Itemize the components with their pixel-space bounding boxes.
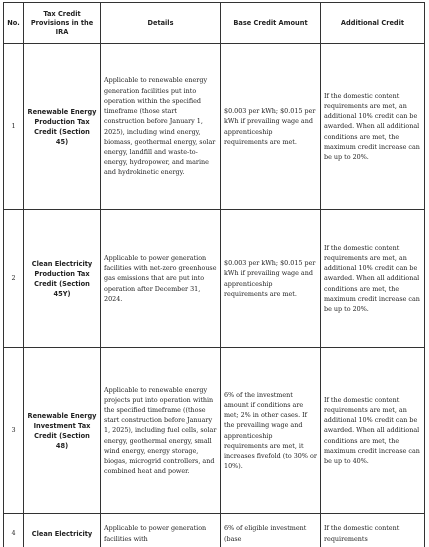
provision-name: Clean Electricity Production Tax Credit (Section 45Y) — [24, 210, 101, 348]
additional-credit-cell: If the domestic content requirements are met, an additional 10% credit can be awarded. When all additional conditions are met, the maximum credit increase can be up to 20%. — [321, 210, 425, 348]
header-provision: Tax Credit Provisions in the IRA — [24, 3, 101, 44]
provision-name: Renewable Energy Investment Tax Credit (Section 48) — [24, 348, 101, 514]
details-cell: Applicable to power generation facilities with net-zero greenhouse gas emissions that are put into operation after December 31, 2024. — [101, 210, 221, 348]
table-row — [4, 44, 425, 210]
row-number: 1 — [4, 44, 24, 210]
table-header-row — [4, 3, 425, 44]
base-credit-cell: 6% of the investment amount if conditions are met; 2% in other cases. If the prevailing wage and apprenticeship requirements are met, it increases fivefold (to 30% or 10%). — [221, 348, 321, 514]
row-number: 4 — [4, 514, 24, 547]
table-row — [4, 348, 425, 514]
details-cell: Applicable to renewable energy projects put into operation within the specified timeframe ((those start construction before January 1, 2025), including fuel cells, solar energy, geothermal energy, small wind energy, energy storage, biogas, microgrid controllers, and combined heat and power. — [101, 348, 221, 514]
provision-name: Clean Electricity — [24, 514, 101, 547]
row-number: 3 — [4, 348, 24, 514]
base-credit-cell: $0.003 per kWh; $0.015 per kWh if prevailing wage and apprenticeship requirements are met. — [221, 44, 321, 210]
header-no: No. — [4, 3, 24, 44]
provision-name: Renewable Energy Production Tax Credit (Section 45) — [24, 44, 101, 210]
base-credit-cell: 6% of eligible investment (base — [221, 514, 321, 547]
additional-credit-cell: If the domestic content requirements — [321, 514, 425, 547]
table-row — [4, 210, 425, 348]
header-additional-credit: Additional Credit — [321, 3, 425, 44]
header-details: Details — [101, 3, 221, 44]
additional-credit-cell: If the domestic content requirements are met, an additional 10% credit can be awarded. When all additional conditions are met, the maximum credit increase can be up to 20%. — [321, 44, 425, 210]
header-base-credit: Base Credit Amount — [221, 3, 321, 44]
base-credit-cell: $0.003 per kWh; $0.015 per kWh if prevailing wage and apprenticeship requirements are met. — [221, 210, 321, 348]
row-number: 2 — [4, 210, 24, 348]
tax-credit-table — [3, 2, 425, 547]
table-row — [4, 514, 425, 547]
details-cell: Applicable to renewable energy generation facilities put into operation within the specified timeframe (those start construction before January 1, 2025), including wind energy, biomass, geothermal energy, solar energy, landfill and waste-to-energy, hydropower, and marine and hydrokinetic energy. — [101, 44, 221, 210]
details-cell: Applicable to power generation facilities with — [101, 514, 221, 547]
additional-credit-cell: If the domestic content requirements are met, an additional 10% credit can be awarded. When all additional conditions are met, the maximum credit increase can be up to 40%. — [321, 348, 425, 514]
